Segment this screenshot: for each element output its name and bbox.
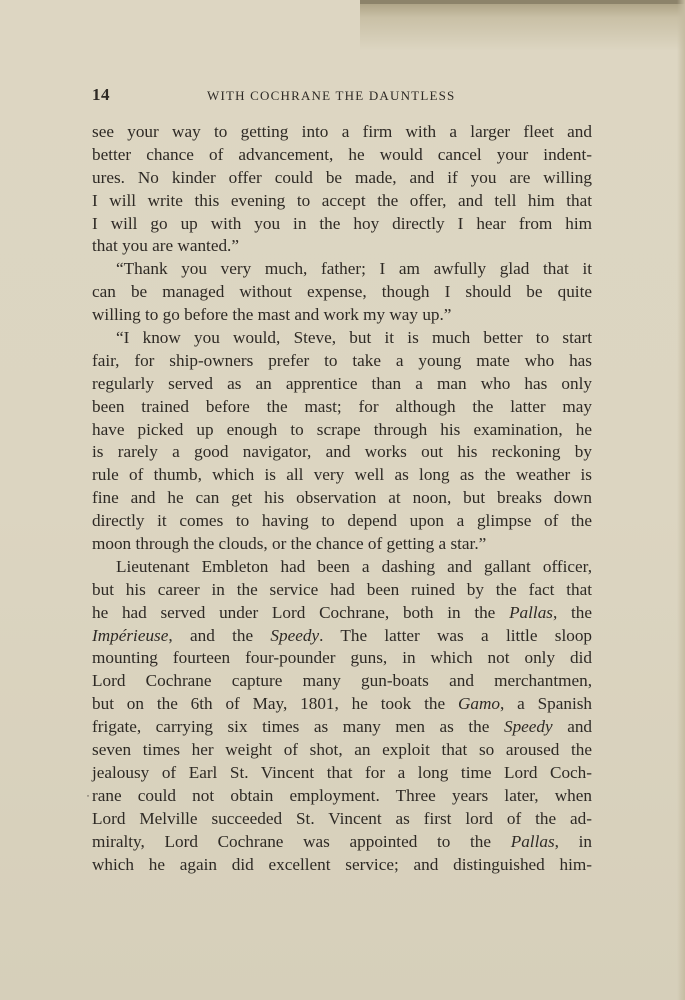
ship-name: Speedy (270, 625, 320, 645)
text-line (92, 693, 592, 716)
text-run: . The latter was a little sloop (319, 625, 593, 645)
text-line: have picked up enough to scrape through his examination, he (92, 419, 592, 439)
ship-name: Speedy (503, 717, 553, 737)
page-number: 14 (92, 85, 110, 104)
text-line: Lord Cochrane capture many gun-boats and merchantmen, (92, 671, 592, 691)
text-line: ures. No kinder offer could be made, and if you are willing (92, 167, 592, 187)
ship-name: Impérieuse (92, 625, 169, 645)
text-run: , in (554, 831, 592, 851)
text-run: , the (553, 602, 593, 622)
text-line: is rarely a good navigator, and works out his reckoning by (92, 442, 592, 462)
text-line (92, 831, 592, 854)
text-line: I will go up with you in the hoy directly I hear from him (92, 213, 592, 233)
text-line: fine and he can get his observation at noon, but breaks down (92, 488, 592, 508)
ship-name: Pallas (509, 602, 553, 622)
text-line: jealousy of Earl St. Vincent that for a long time Lord Coch- (92, 762, 592, 782)
text-run: frigate, carrying six times as many men as the (92, 717, 490, 737)
ship-name: Gamo (457, 694, 500, 714)
text-line: been trained before the mast; for although the latter may (92, 396, 592, 416)
margin-mark: ˙ (86, 792, 90, 806)
text-line: directly it comes to having to depend upon a glimpse of the (92, 511, 592, 531)
text-line: I will write this evening to accept the offer, and tell him that (92, 190, 592, 210)
text-run: , a Spanish (499, 694, 593, 714)
text-line: “Thank you very much, father; I am awfully glad that it (116, 259, 592, 279)
text-line: “I know you would, Steve, but it is much better to start (116, 328, 592, 348)
text-run: he had served under Lord Cochrane, both in the (92, 602, 496, 622)
text-line: regularly served as an apprentice than a man who has only (92, 373, 592, 393)
text-run: , and the (168, 625, 254, 645)
text-line: willing to go before the mast and work my way up.” (92, 305, 452, 325)
text-line: fair, for ship-owners prefer to take a young mate who has (92, 350, 592, 370)
text-line: can be managed without expense, though I should be quite (92, 282, 592, 302)
text-line: which he again did excellent service; and distinguished him- (92, 854, 592, 874)
text-line (92, 716, 592, 739)
text-line: Lord Melville succeeded St. Vincent as first lord of the ad- (92, 808, 592, 828)
text-line: Lieutenant Embleton had been a dashing and gallant officer, (116, 556, 592, 576)
text-run: but on the 6th of May, 1801, he took the (92, 694, 446, 714)
page-edge (677, 0, 685, 1000)
text-line (92, 602, 592, 625)
page-header (92, 85, 592, 105)
text-line: that you are wanted.” (92, 236, 239, 256)
text-line: better chance of advancement, he would cancel your indent- (92, 144, 592, 164)
text-line: seven times her weight of shot, an exploit that so aroused the (92, 740, 592, 760)
running-head: WITH COCHRANE THE DAUNTLESS (207, 88, 456, 103)
text-line: rule of thumb, which is all very well as long as the weather is (92, 465, 592, 485)
text-line (92, 625, 592, 648)
text-run: and (567, 717, 593, 737)
body-text (92, 121, 592, 876)
text-line: mounting fourteen four-pounder guns, in which not only did (92, 648, 592, 668)
text-line: but his career in the service had been ruined by the fact that (92, 579, 592, 599)
text-line: rane could not obtain employment. Three years later, when (92, 785, 592, 805)
text-line: moon through the clouds, or the chance of getting a star.” (92, 534, 487, 554)
facing-page-shadow (360, 0, 685, 50)
ship-name: Pallas (510, 831, 555, 851)
text-run: miralty, Lord Cochrane was appointed to the (92, 831, 492, 851)
text-line: see your way to getting into a firm with a larger fleet and (92, 122, 592, 141)
